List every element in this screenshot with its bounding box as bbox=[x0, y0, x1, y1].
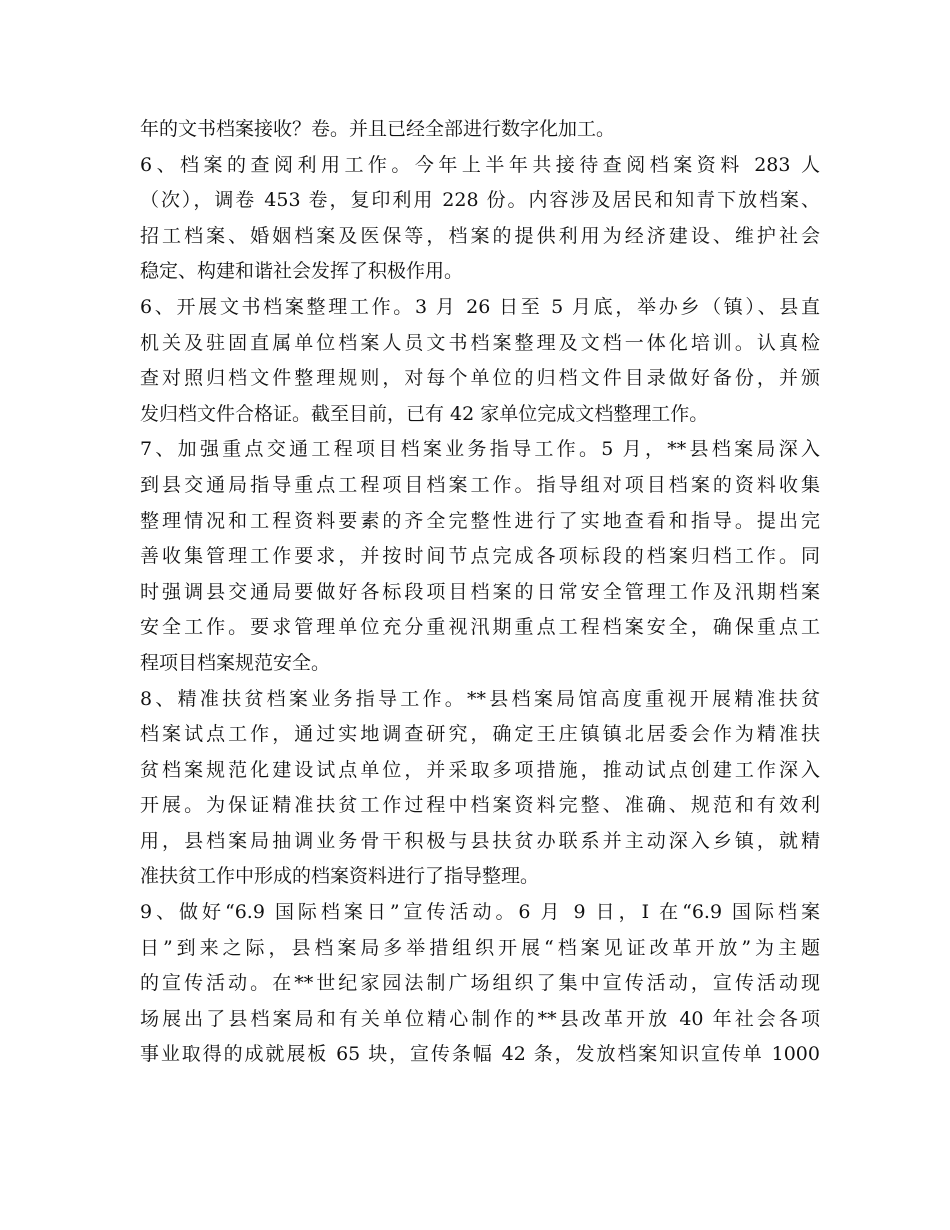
text-line: 机关及驻固直属单位档案人员文书档案整理及文档一体化培训。认真检 bbox=[140, 331, 820, 354]
text-line: 9、做好“6.9 国际档案日”宣传活动。6 月 9 日，I 在“6.9 国际档案 bbox=[140, 901, 820, 924]
text-line: 7、加强重点交通工程项目档案业务指导工作。5 月，**县档案局深入 bbox=[140, 438, 820, 461]
text-line: 准扶贫工作中形成的档案资料进行了指导整理。 bbox=[140, 865, 540, 888]
text-line: 整理情况和工程资料要素的齐全完整性进行了实地查看和指导。提出完 bbox=[140, 509, 820, 532]
text-line: 安全工作。要求管理单位充分重视汛期重点工程档案安全，确保重点工 bbox=[140, 616, 820, 639]
text-line: 善收集管理工作要求，并按时间节点完成各项标段的档案归档工作。同 bbox=[140, 545, 820, 568]
text-line: 日”到来之际，县档案局多举措组织开展“档案见证改革开放”为主题 bbox=[140, 936, 820, 959]
text-line: 场展出了县档案局和有关单位精心制作的**县改革开放 40 年社会各项 bbox=[140, 1007, 820, 1030]
text-line: 用，县档案局抽调业务骨干积极与县扶贫办联系并主动深入乡镇，就精 bbox=[140, 829, 820, 852]
text-line: 档案试点工作，通过实地调查研究，确定王庄镇镇北居委会作为精准扶 bbox=[140, 723, 820, 746]
text-line: 贫档案规范化建设试点单位，并采取多项措施，推动试点创建工作深入 bbox=[140, 758, 820, 781]
text-line: 6、档案的查阅利用工作。今年上半年共接待查阅档案资料 283 人 bbox=[140, 153, 820, 176]
text-line: 到县交通局指导重点工程项目档案工作。指导组对项目档案的资料收集 bbox=[140, 473, 820, 496]
text-line: 程项目档案规范安全。 bbox=[140, 651, 331, 674]
body-text bbox=[140, 112, 820, 1073]
text-line: 查对照归档文件整理规则，对每个单位的归档文件目录做好备份，并颁 bbox=[140, 367, 820, 390]
text-line: 6、开展文书档案整理工作。3 月 26 日至 5 月底，举办乡（镇）、县直 bbox=[140, 295, 820, 318]
text-line: 招工档案、婚姻档案及医保等，档案的提供利用为经济建设、维护社会 bbox=[140, 224, 820, 247]
text-line: 8、精准扶贫档案业务指导工作。**县档案局馆高度重视开展精准扶贫 bbox=[140, 687, 820, 710]
text-line: 时强调县交通局要做好各标段项目档案的日常安全管理工作及汛期档案 bbox=[140, 580, 820, 603]
text-line: 开展。为保证精准扶贫工作过程中档案资料完整、准确、规范和有效利 bbox=[140, 794, 820, 817]
text-line: 的宣传活动。在**世纪家园法制广场组织了集中宣传活动，宣传活动现 bbox=[140, 972, 820, 995]
text-line: （次），调卷 453 卷，复印利用 228 份。内容涉及居民和知青下放档案、 bbox=[140, 189, 820, 212]
text-line: 发归档文件合格证。截至目前，已有 42 家单位完成文档整理工作。 bbox=[140, 402, 709, 425]
text-line: 稳定、构建和谐社会发挥了积极作用。 bbox=[140, 260, 464, 283]
text-line: 事业取得的成就展板 65 块，宣传条幅 42 条，发放档案知识宣传单 1000 bbox=[140, 1043, 820, 1066]
text-line: 年的文书档案接收？卷。并且已经全部进行数字化加工。 bbox=[140, 118, 616, 140]
